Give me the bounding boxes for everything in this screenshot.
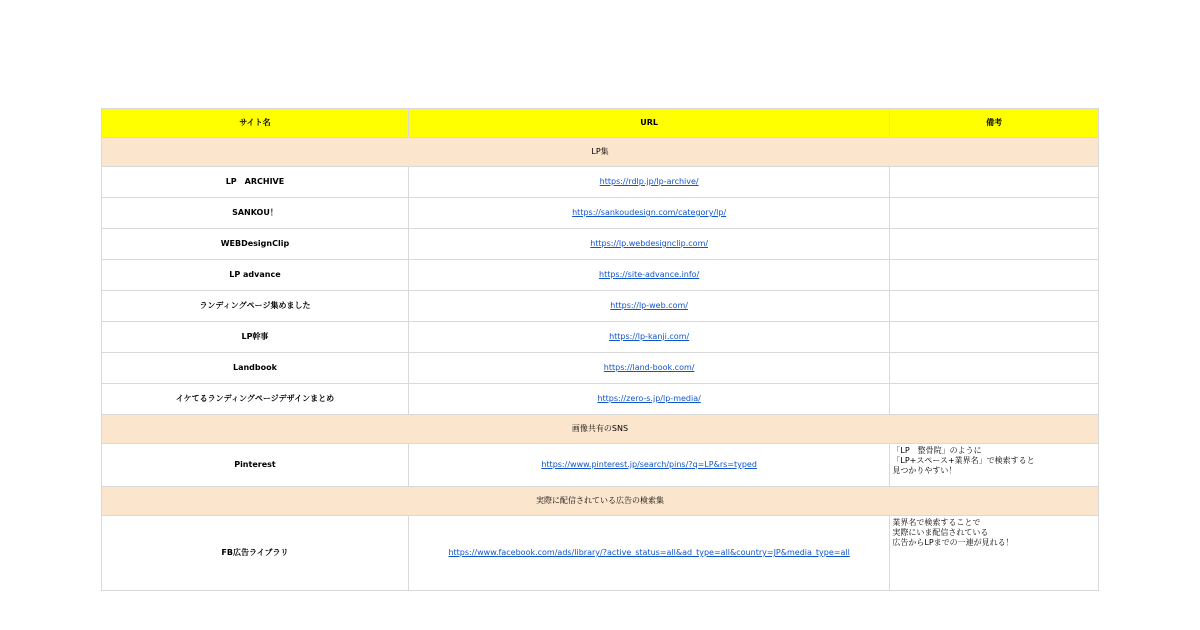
table-row [102,198,1099,229]
section-row-ads [102,487,1099,516]
note-cell [890,198,1099,229]
url-cell [408,322,889,353]
header-url: URL [408,109,889,138]
table-row [102,260,1099,291]
site-name-cell: ランディングページ集めました [102,291,409,322]
url-cell [408,198,889,229]
table-row [102,322,1099,353]
note-cell [890,322,1099,353]
url-cell [408,291,889,322]
section-title: 画像共有のSNS [102,415,1099,444]
header-row [102,109,1099,138]
note-cell [890,229,1099,260]
url-cell [408,353,889,384]
site-name-cell: Pinterest [102,444,409,487]
note-cell [890,444,1099,487]
section-row-sns [102,415,1099,444]
note-cell [890,260,1099,291]
note-line: 業界名で検索することで [892,518,981,527]
site-name-cell: LP幹事 [102,322,409,353]
url-link[interactable]: https://site-advance.info/ [599,270,700,279]
url-link[interactable]: https://sankoudesign.com/category/lp/ [572,208,727,217]
url-link[interactable]: https://land-book.com/ [603,363,695,372]
site-name-cell: FB広告ライブラリ [102,516,409,591]
header-note: 備考 [890,109,1099,138]
site-name-cell: SANKOU！ [102,198,409,229]
table-row [102,167,1099,198]
url-link[interactable]: https://www.facebook.com/ads/library/?active_status=all&ad_type=all&country=JP&media_type=all [448,548,850,557]
table-row [102,229,1099,260]
note-cell [890,516,1099,591]
table-row [102,353,1099,384]
note-cell [890,384,1099,415]
url-link[interactable]: https://lp.webdesignclip.com/ [590,239,709,248]
url-link[interactable]: https://www.pinterest.jp/search/pins/?q=LP&rs=typed [541,460,757,469]
note-line: 広告からLPまでの一連が見れる！ [892,538,1014,547]
note-line: 実際にいま配信されている [892,528,989,537]
site-name-cell: Landbook [102,353,409,384]
url-cell [408,516,889,591]
section-title: 実際に配信されている広告の検索集 [102,487,1099,516]
url-cell [408,444,889,487]
url-link[interactable]: https://lp-web.com/ [610,301,688,310]
url-cell [408,260,889,291]
header-site-name: サイト名 [102,109,409,138]
table-row [102,291,1099,322]
site-name-cell: LP advance [102,260,409,291]
url-cell [408,167,889,198]
spreadsheet-table [101,108,1099,591]
note-cell [890,167,1099,198]
site-name-cell: WEBDesignClip [102,229,409,260]
url-cell [408,229,889,260]
url-cell [408,384,889,415]
site-name-cell: LP ARCHIVE [102,167,409,198]
section-title: LP集 [102,138,1099,167]
note-cell [890,291,1099,322]
url-link[interactable]: https://zero-s.jp/lp-media/ [597,394,701,403]
url-link[interactable]: https://rdlp.jp/lp-archive/ [599,177,699,186]
note-line: 見つかりやすい！ [892,466,957,475]
note-cell [890,353,1099,384]
section-row-lp [102,138,1099,167]
table-row [102,444,1099,487]
url-link[interactable]: https://lp-kanji.com/ [609,332,690,341]
table-row [102,516,1099,591]
note-line: 「LP 整骨院」のように [892,446,982,455]
site-name-cell: イケてるランディングページデザインまとめ [102,384,409,415]
note-line: 「LP+スペース+業界名」で検索すると [892,456,1035,465]
table-row [102,384,1099,415]
